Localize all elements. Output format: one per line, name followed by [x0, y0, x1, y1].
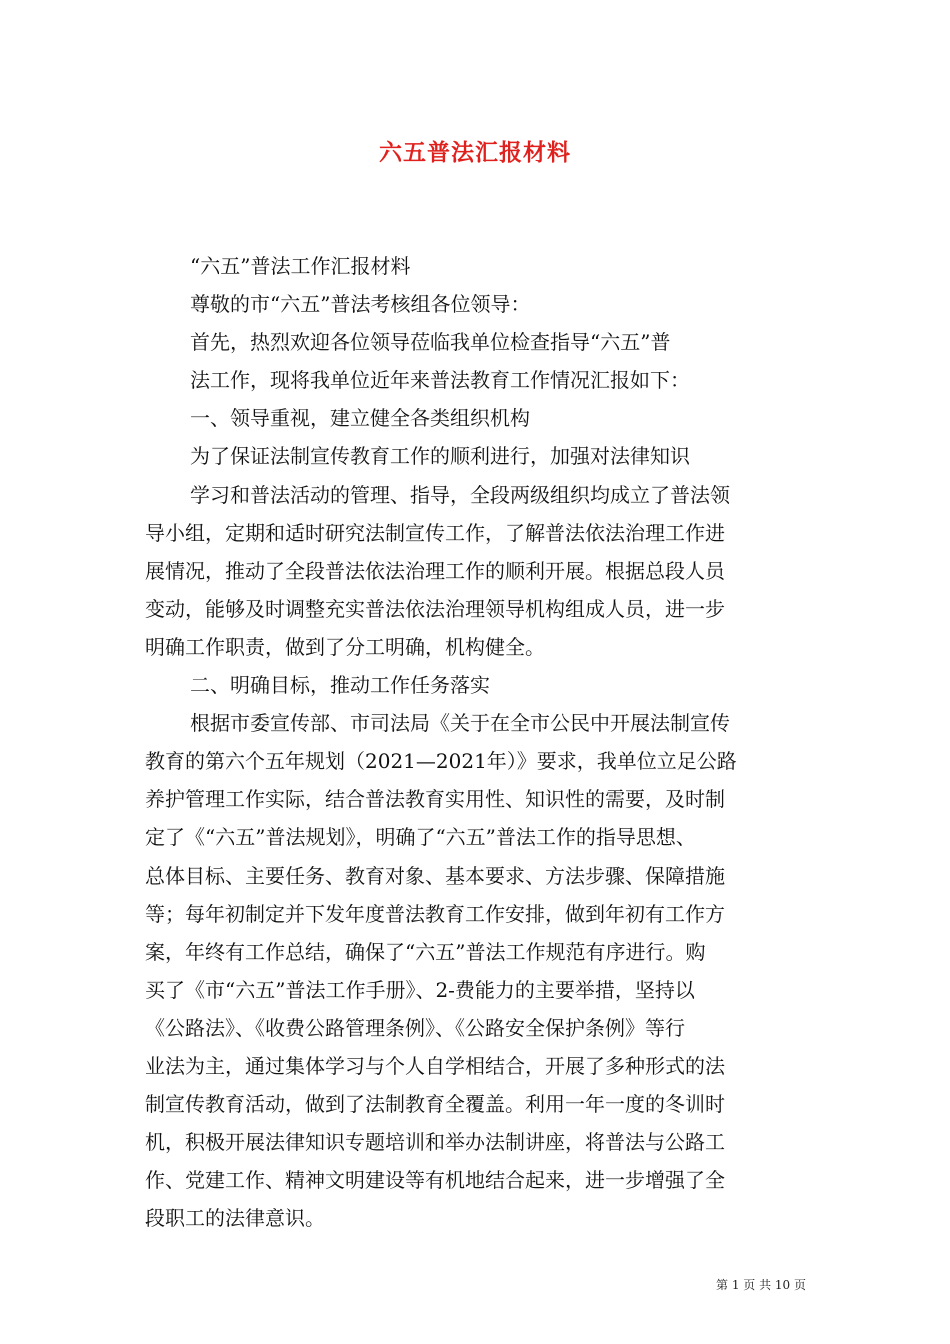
text-line: 尊敬的市“六五”普法考核组各位领导： [190, 292, 531, 317]
text-line: 养护管理工作实际，结合普法教育实用性、知识性的需要，及时制 [145, 787, 725, 812]
text-line: 买了《市“六五”普法工作手册》、2-费能力的主要举措，坚持以 [145, 977, 695, 1002]
text-line: 制宣传教育活动，做到了法制教育全覆盖。利用一年一度的冬训时 [145, 1092, 725, 1117]
text-line: 为了保证法制宣传教育工作的顺利进行，加强对法律知识 [190, 444, 690, 469]
document-title: 六五普法汇报材料 [379, 139, 571, 166]
text-line: 法工作，现将我单位近年来普法教育工作情况汇报如下： [190, 368, 690, 393]
text-line: 《公路法》、《收费公路管理条例》、《公路安全保护条例》等行 [145, 1015, 685, 1040]
text-line: 导小组，定期和适时研究法制宣传工作，了解普法依法治理工作进 [145, 520, 725, 545]
text-line: 机，积极开展法律知识专题培训和举办法制讲座，将普法与公路工 [145, 1130, 725, 1155]
text-line: 定了《“六五”普法规划》，明确了“六五”普法工作的指导思想、 [145, 825, 696, 850]
text-line: “六五”普法工作汇报材料 [190, 254, 411, 278]
text-line: 变动，能够及时调整充实普法依法治理领导机构组成人员，进一步 [145, 596, 725, 621]
text-line: 等；每年初制定并下发年度普法教育工作安排，做到年初有工作方 [145, 901, 725, 926]
text-line: 业法为主，通过集体学习与个人自学相结合，开展了多种形式的法 [145, 1053, 725, 1078]
document-body [145, 247, 810, 1237]
text-line: 根据市委宣传部、市司法局《关于在全市公民中开展法制宣传 [190, 711, 730, 736]
text-line: 段职工的法律意识。 [145, 1206, 325, 1231]
text-line: 教育的第六个五年规划（2021—2021年）》要求，我单位立足公路 [145, 749, 737, 774]
page-number-footer: 第 1 页 共 10 页 [716, 1278, 806, 1292]
text-line: 学习和普法活动的管理、指导，全段两级组织均成立了普法领 [190, 482, 730, 507]
text-line: 一、领导重视，建立健全各类组织机构 [190, 406, 530, 431]
text-line: 明确工作职责，做到了分工明确，机构健全。 [145, 634, 545, 659]
text-line: 案，年终有工作总结，确保了“六五”普法工作规范有序进行。购 [145, 939, 706, 964]
text-line: 总体目标、主要任务、教育对象、基本要求、方法步骤、保障措施 [145, 863, 725, 888]
text-line: 二、明确目标，推动工作任务落实 [190, 673, 490, 698]
text-line: 展情况，推动了全段普法依法治理工作的顺利开展。根据总段人员 [145, 558, 725, 583]
text-line: 作、党建工作、精神文明建设等有机地结合起来，进一步增强了全 [145, 1168, 725, 1193]
text-line: 首先，热烈欢迎各位领导莅临我单位检查指导“六五”普 [190, 330, 671, 355]
